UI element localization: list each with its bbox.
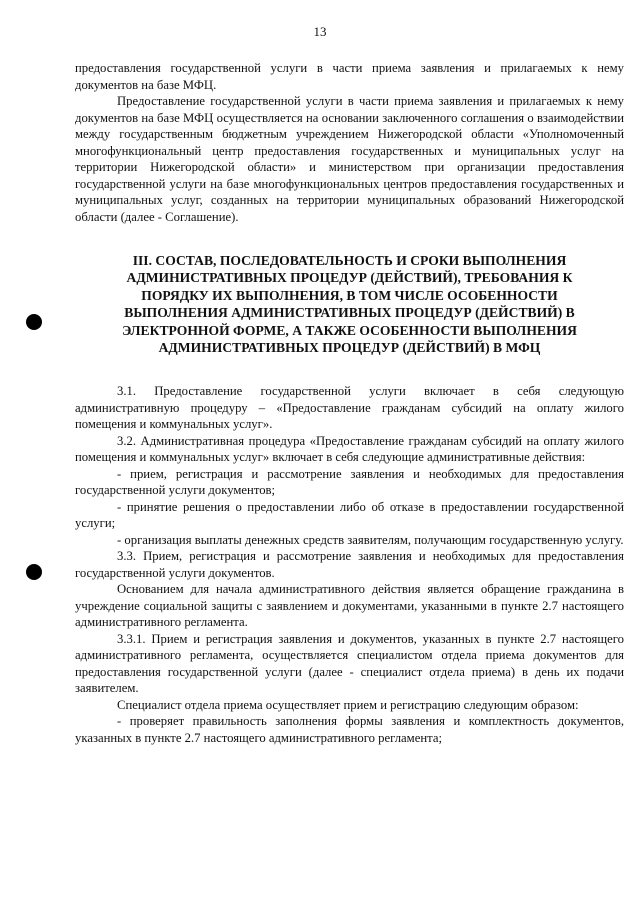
section-heading-line: III. СОСТАВ, ПОСЛЕДОВАТЕЛЬНОСТЬ И СРОКИ ВЫПОЛНЕНИЯ (132, 253, 567, 268)
paragraph-specialist: Специалист отдела приема осуществляет прием и регистрацию следующим образом: (117, 697, 579, 712)
section-heading-line: АДМИНИСТРАТИВНЫХ ПРОЦЕДУР (ДЕЙСТВИЙ) В МФЦ (158, 340, 541, 356)
paragraph-3-1: 3.1. Предоставление государственной услуги включает в себя следующую административную процедуру – «Предоставление гражданам субсидий на оплату жилого помещения и коммунальных услуг». (75, 384, 624, 432)
list-item: - проверяет правильность заполнения формы заявления и комплектность документов, указанных в пункте 2.7 настоящего административного регламента; (75, 714, 624, 745)
section-heading-line: ЭЛЕКТРОННОЙ ФОРМЕ, А ТАКЖЕ ОСОБЕННОСТИ ВЫПОЛНЕНИЯ (122, 322, 577, 338)
paragraph-3-2: 3.2. Административная процедура «Предоставление гражданам субсидий на оплату жилого помещения и коммунальных услуг» включает в себя следующие административные действия: (75, 433, 624, 465)
paragraph-agreement: Предоставление государственной услуги в части приема заявления и прилагаемых к нему документов на базе МФЦ осуществляется на основании заключенного соглашения о взаимодействии между государственным бюджетным учреждением Нижегородской области «Уполномоченный многофункциональный центр предоставления государственных и муниципальных услуг на территории Нижегородской области» и министерством при организации предоставления государственной услуги на базе многофункциональных центров предоставления государственных и муниципальных услуг, созданных на территории муниципальных образований Нижегородской области (далее - Соглашение). (75, 94, 624, 224)
section-heading (75, 252, 624, 356)
section-heading-line: ПОРЯДКУ ИХ ВЫПОЛНЕНИЯ, В ТОМ ЧИСЛЕ ОСОБЕННОСТИ (141, 287, 558, 303)
paragraph-3-3-1: 3.3.1. Прием и регистрация заявления и документов, указанных в пункте 2.7 настоящего административного регламента, осуществляется специалистом отдела приема документов для предоставления государственной услуги (далее - специалист отдела приема) в день их подачи заявителем. (75, 631, 624, 696)
section-heading-line: АДМИНИСТРАТИВНЫХ ПРОЦЕДУР (ДЕЙСТВИЙ), ТРЕБОВАНИЯ К (126, 270, 573, 286)
section-heading-line: ВЫПОЛНЕНИЯ АДМИНИСТРАТИВНЫХ ПРОЦЕДУР (ДЕЙСТВИЙ) В (124, 305, 575, 321)
punch-hole-mark (26, 314, 42, 330)
paragraph-continuation: предоставления государственной услуги в части приема заявления и прилагаемых к нему документов на базе МФЦ. (75, 61, 624, 92)
list-item: - принятие решения о предоставлении либо об отказе в предоставлении государственной услуги; (75, 499, 624, 531)
paragraph-3-3: 3.3. Прием, регистрация и рассмотрение заявления и необходимых для предоставления государственной услуги документов. (75, 549, 624, 580)
list-item: - организация выплаты денежных средств заявителям, получающим государственную услугу. (117, 532, 624, 547)
paragraph-basis: Основанием для начала административного действия является обращение гражданина в учреждение социальной защиты с заявлением и документами, указанными в пункте 2.7 настоящего административного регламента. (75, 582, 624, 630)
list-item: - прием, регистрация и рассмотрение заявления и необходимых для предоставления государственной услуги документов; (75, 466, 624, 498)
page-number: 13 (313, 24, 327, 39)
document-body (75, 60, 624, 746)
punch-hole-mark (26, 564, 42, 580)
